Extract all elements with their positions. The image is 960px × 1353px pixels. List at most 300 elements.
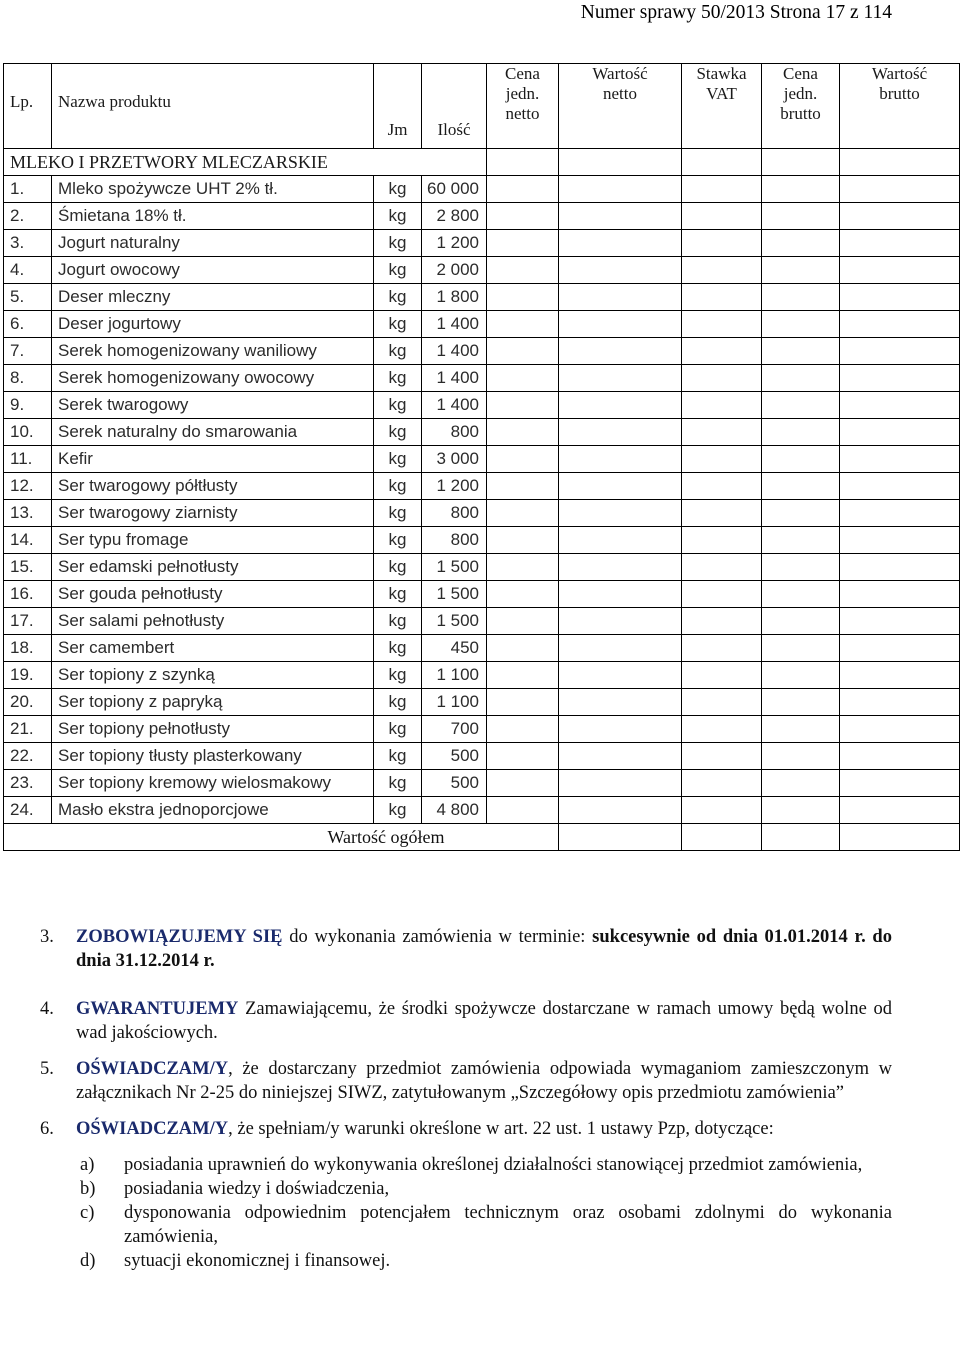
row-number: 17. [4, 608, 52, 635]
quantity: 800 [422, 500, 487, 527]
table-row [4, 635, 960, 662]
unit-price-net-cell [487, 392, 559, 419]
product-name: Ser edamski pełnotłusty [52, 554, 374, 581]
vat-rate-cell [682, 203, 762, 230]
unit: kg [374, 284, 422, 311]
unit-price-net-cell [487, 743, 559, 770]
product-name: Serek twarogowy [52, 392, 374, 419]
unit-price-gross-cell [762, 419, 840, 446]
row-number: 13. [4, 500, 52, 527]
term-number: 4. [40, 999, 54, 1019]
empty-cell [559, 149, 682, 176]
value-gross-cell [840, 284, 960, 311]
unit-price-gross-cell [762, 338, 840, 365]
unit-price-net-cell [487, 365, 559, 392]
vat-rate-cell [682, 770, 762, 797]
unit-price-net-cell [487, 176, 559, 203]
subitem-text: sytuacji ekonomicznej i finansowej. [124, 1251, 391, 1271]
unit-price-net-cell [487, 689, 559, 716]
row-number: 18. [4, 635, 52, 662]
total-row [4, 824, 960, 851]
quantity: 2 800 [422, 203, 487, 230]
product-name: Masło ekstra jednoporcjowe [52, 797, 374, 824]
table-row [4, 257, 960, 284]
product-name: Serek homogenizowany waniliowy [52, 338, 374, 365]
value-net-cell [559, 743, 682, 770]
vat-rate-cell [682, 338, 762, 365]
unit-price-net-cell [487, 500, 559, 527]
vat-rate-cell [682, 257, 762, 284]
vat-rate-cell [682, 689, 762, 716]
unit-price-gross-cell [762, 608, 840, 635]
value-net-cell [559, 473, 682, 500]
unit: kg [374, 311, 422, 338]
header-text: Stawka [696, 64, 747, 83]
value-gross-cell [840, 608, 960, 635]
product-name: Ser typu fromage [52, 527, 374, 554]
table-row [4, 662, 960, 689]
row-number: 2. [4, 203, 52, 230]
header-text: brutto [780, 104, 821, 123]
vat-rate-cell [682, 230, 762, 257]
value-gross-cell [840, 689, 960, 716]
product-name: Ser topiony kremowy wielosmakowy [52, 770, 374, 797]
term-item-4 [40, 997, 892, 1045]
table-row [4, 689, 960, 716]
vat-rate-cell [682, 500, 762, 527]
unit-price-net-cell [487, 635, 559, 662]
product-name: Śmietana 18% tł. [52, 203, 374, 230]
unit: kg [374, 689, 422, 716]
product-name: Serek naturalny do smarowania [52, 419, 374, 446]
term-item-5 [40, 1057, 892, 1105]
vat-rate-cell [682, 662, 762, 689]
value-gross-cell [840, 419, 960, 446]
value-net-cell [559, 419, 682, 446]
product-name: Deser mleczny [52, 284, 374, 311]
row-number: 14. [4, 527, 52, 554]
value-net-cell [559, 716, 682, 743]
unit: kg [374, 716, 422, 743]
vat-rate-cell [682, 608, 762, 635]
value-net-cell [559, 797, 682, 824]
value-gross-cell [840, 662, 960, 689]
row-number: 12. [4, 473, 52, 500]
unit-price-net-cell [487, 716, 559, 743]
header-text: netto [505, 104, 540, 123]
unit-price-gross-cell [762, 446, 840, 473]
unit: kg [374, 527, 422, 554]
table-row [4, 500, 960, 527]
subitem-c [80, 1201, 892, 1249]
term-number: 5. [40, 1059, 54, 1079]
unit: kg [374, 230, 422, 257]
unit-price-net-cell [487, 446, 559, 473]
vat-rate-cell [682, 554, 762, 581]
product-name: Deser jogurtowy [52, 311, 374, 338]
unit-price-net-cell [487, 770, 559, 797]
product-price-table [3, 63, 960, 851]
empty-cell [682, 149, 762, 176]
unit-price-gross-cell [762, 230, 840, 257]
table-row [4, 176, 960, 203]
quantity: 1 400 [422, 365, 487, 392]
header-text: Cena [783, 64, 818, 83]
header-text: netto [603, 84, 637, 103]
value-gross-cell [840, 473, 960, 500]
vat-rate-cell [682, 797, 762, 824]
total-value-gross [840, 824, 960, 851]
value-gross-cell [840, 230, 960, 257]
table-row [4, 473, 960, 500]
vat-rate-cell [682, 392, 762, 419]
term-lead: GWARANTUJEMY [76, 999, 239, 1019]
term-number: 6. [40, 1119, 54, 1139]
value-gross-cell [840, 176, 960, 203]
unit-price-gross-cell [762, 662, 840, 689]
unit-price-gross-cell [762, 365, 840, 392]
header-text: brutto [879, 84, 920, 103]
unit-price-net-cell [487, 608, 559, 635]
vat-rate-cell [682, 473, 762, 500]
value-gross-cell [840, 770, 960, 797]
value-net-cell [559, 527, 682, 554]
unit: kg [374, 392, 422, 419]
value-net-cell [559, 635, 682, 662]
row-number: 19. [4, 662, 52, 689]
section-title-row [4, 149, 960, 176]
total-label: Wartość ogółem [327, 827, 445, 847]
subitem-a [80, 1153, 892, 1177]
unit: kg [374, 581, 422, 608]
unit-price-gross-cell [762, 473, 840, 500]
product-name: Ser topiony pełnotłusty [52, 716, 374, 743]
vat-rate-cell [682, 176, 762, 203]
term-lead: ZOBOWIĄZUJEMY SIĘ [76, 927, 283, 947]
empty-cell [487, 149, 559, 176]
value-gross-cell [840, 554, 960, 581]
quantity: 1 800 [422, 284, 487, 311]
value-gross-cell [840, 581, 960, 608]
unit: kg [374, 257, 422, 284]
value-net-cell [559, 284, 682, 311]
product-name: Ser topiony tłusty plasterkowany [52, 743, 374, 770]
unit-price-gross-cell [762, 257, 840, 284]
product-name: Ser gouda pełnotłusty [52, 581, 374, 608]
quantity: 450 [422, 635, 487, 662]
quantity: 1 400 [422, 392, 487, 419]
header-text: jedn. [783, 84, 818, 103]
product-name: Ser twarogowy półtłusty [52, 473, 374, 500]
table-row [4, 743, 960, 770]
vat-rate-cell [682, 446, 762, 473]
header-lp: Lp. [4, 64, 52, 149]
term-number: 3. [40, 927, 54, 947]
row-number: 20. [4, 689, 52, 716]
quantity: 1 500 [422, 554, 487, 581]
unit-price-gross-cell [762, 527, 840, 554]
header-text: Wartość [592, 64, 648, 83]
row-number: 11. [4, 446, 52, 473]
quantity: 700 [422, 716, 487, 743]
quantity: 60 000 [422, 176, 487, 203]
value-net-cell [559, 446, 682, 473]
value-gross-cell [840, 446, 960, 473]
product-name: Ser twarogowy ziarnisty [52, 500, 374, 527]
unit: kg [374, 203, 422, 230]
value-gross-cell [840, 365, 960, 392]
term-item-6 [40, 1117, 892, 1141]
table-row [4, 203, 960, 230]
value-gross-cell [840, 392, 960, 419]
header-text: VAT [706, 84, 737, 103]
unit-price-gross-cell [762, 176, 840, 203]
table-row [4, 554, 960, 581]
term-lead: OŚWIADCZAM/Y [76, 1119, 229, 1139]
unit-price-gross-cell [762, 500, 840, 527]
unit: kg [374, 554, 422, 581]
quantity: 4 800 [422, 797, 487, 824]
quantity: 500 [422, 743, 487, 770]
vat-rate-cell [682, 581, 762, 608]
term-text: do wykonania zamówienia w terminie: [282, 927, 593, 947]
unit-price-net-cell [487, 527, 559, 554]
subitem-b [80, 1177, 892, 1201]
unit-price-gross-cell [762, 689, 840, 716]
vat-rate-cell [682, 365, 762, 392]
unit-price-net-cell [487, 203, 559, 230]
value-gross-cell [840, 797, 960, 824]
value-gross-cell [840, 716, 960, 743]
subitem-letter: c) [80, 1203, 95, 1223]
case-number-header: Numer sprawy 50/2013 Strona 17 z 114 [580, 2, 892, 23]
row-number: 3. [4, 230, 52, 257]
table-row [4, 392, 960, 419]
quantity: 1 100 [422, 689, 487, 716]
vat-rate-cell [682, 743, 762, 770]
table-row [4, 230, 960, 257]
unit: kg [374, 662, 422, 689]
row-number: 24. [4, 797, 52, 824]
quantity: 1 200 [422, 230, 487, 257]
row-number: 5. [4, 284, 52, 311]
unit: kg [374, 770, 422, 797]
value-net-cell [559, 338, 682, 365]
value-net-cell [559, 311, 682, 338]
unit-price-net-cell [487, 284, 559, 311]
unit: kg [374, 500, 422, 527]
vat-rate-cell [682, 527, 762, 554]
empty-cell [682, 824, 762, 851]
subitem-text: posiadania wiedzy i doświadczenia, [124, 1179, 390, 1199]
unit-price-net-cell [487, 419, 559, 446]
unit-price-gross-cell [762, 716, 840, 743]
empty-cell [762, 149, 840, 176]
product-name: Kefir [52, 446, 374, 473]
value-net-cell [559, 176, 682, 203]
vat-rate-cell [682, 419, 762, 446]
term-text: Zamawiającemu, że środki spożywcze dostarczane w ramach umowy będą wolne od wad jakościowych. [76, 999, 892, 1043]
header-text: Wartość [871, 64, 928, 83]
header-value-gross [840, 64, 960, 149]
product-name: Jogurt owocowy [52, 257, 374, 284]
product-name: Jogurt naturalny [52, 230, 374, 257]
value-net-cell [559, 203, 682, 230]
unit: kg [374, 338, 422, 365]
unit: kg [374, 419, 422, 446]
table-row [4, 797, 960, 824]
product-name: Ser salami pełnotłusty [52, 608, 374, 635]
section-title: MLEKO I PRZETWORY MLECZARSKIE [4, 149, 487, 176]
terms-section [40, 925, 892, 1273]
unit: kg [374, 446, 422, 473]
value-net-cell [559, 770, 682, 797]
term-text: , że dostarczany przedmiot zamówienia odpowiada wymaganiom zamieszczonym w załącznikach Nr 2-25 do niniejszej SIWZ, zatytułowanym „Szczegółowy opis przedmiotu zamówienia” [76, 1059, 892, 1103]
term-deadline: sukcesywnie od dnia 01.01.2014 r. do dnia 31.12.2014 r. [76, 927, 892, 971]
value-net-cell [559, 230, 682, 257]
row-number: 6. [4, 311, 52, 338]
row-number: 21. [4, 716, 52, 743]
quantity: 800 [422, 419, 487, 446]
total-value-net [559, 824, 682, 851]
subitem-d [80, 1249, 892, 1273]
term-text: , że spełniam/y warunki określone w art. 22 ust. 1 ustawy Pzp, dotyczące: [228, 1119, 774, 1139]
unit-price-gross-cell [762, 203, 840, 230]
row-number: 7. [4, 338, 52, 365]
unit: kg [374, 743, 422, 770]
value-gross-cell [840, 338, 960, 365]
term-lead: OŚWIADCZAM/Y [76, 1059, 229, 1079]
value-net-cell [559, 365, 682, 392]
value-gross-cell [840, 500, 960, 527]
term-item-3 [40, 925, 892, 973]
header-text: Cena [505, 64, 540, 83]
unit-price-net-cell [487, 581, 559, 608]
row-number: 16. [4, 581, 52, 608]
table-row [4, 770, 960, 797]
table-row [4, 446, 960, 473]
header-unit-price-gross [762, 64, 840, 149]
value-gross-cell [840, 635, 960, 662]
quantity: 1 100 [422, 662, 487, 689]
product-name: Ser topiony z szynką [52, 662, 374, 689]
value-net-cell [559, 257, 682, 284]
table-row [4, 527, 960, 554]
subitem-text: dysponowania odpowiednim potencjałem technicznym oraz osobami zdolnymi do wykonania zamówienia, [124, 1203, 892, 1247]
quantity: 1 500 [422, 608, 487, 635]
product-name: Serek homogenizowany owocowy [52, 365, 374, 392]
subitem-letter: d) [80, 1251, 96, 1271]
quantity: 2 000 [422, 257, 487, 284]
quantity: 3 000 [422, 446, 487, 473]
unit-price-gross-cell [762, 770, 840, 797]
unit: kg [374, 176, 422, 203]
quantity: 1 500 [422, 581, 487, 608]
unit-price-gross-cell [762, 554, 840, 581]
header-text: jedn. [505, 84, 540, 103]
row-number: 15. [4, 554, 52, 581]
quantity: 1 400 [422, 338, 487, 365]
empty-cell [840, 149, 960, 176]
value-net-cell [559, 554, 682, 581]
unit-price-gross-cell [762, 635, 840, 662]
unit-price-gross-cell [762, 743, 840, 770]
table-row [4, 716, 960, 743]
table-row [4, 608, 960, 635]
header-product-name: Nazwa produktu [52, 64, 374, 149]
row-number: 22. [4, 743, 52, 770]
row-number: 9. [4, 392, 52, 419]
table-row [4, 581, 960, 608]
unit-price-net-cell [487, 662, 559, 689]
value-gross-cell [840, 257, 960, 284]
unit: kg [374, 473, 422, 500]
row-number: 10. [4, 419, 52, 446]
row-number: 23. [4, 770, 52, 797]
unit-price-net-cell [487, 797, 559, 824]
value-net-cell [559, 608, 682, 635]
value-gross-cell [840, 203, 960, 230]
header-value-net [559, 64, 682, 149]
unit-price-net-cell [487, 554, 559, 581]
table-header-row [4, 64, 960, 149]
value-net-cell [559, 392, 682, 419]
table-row [4, 365, 960, 392]
subitem-letter: a) [80, 1155, 95, 1175]
unit-price-net-cell [487, 311, 559, 338]
unit: kg [374, 797, 422, 824]
value-gross-cell [840, 743, 960, 770]
vat-rate-cell [682, 635, 762, 662]
value-net-cell [559, 500, 682, 527]
empty-cell [762, 824, 840, 851]
row-number: 4. [4, 257, 52, 284]
header-quantity: Ilość [422, 64, 487, 149]
value-gross-cell [840, 527, 960, 554]
value-gross-cell [840, 311, 960, 338]
header-vat-rate [682, 64, 762, 149]
unit-price-gross-cell [762, 797, 840, 824]
table-row [4, 311, 960, 338]
total-label-cell [4, 824, 559, 851]
unit-price-net-cell [487, 473, 559, 500]
unit-price-net-cell [487, 338, 559, 365]
product-name: Mleko spożywcze UHT 2% tł. [52, 176, 374, 203]
unit: kg [374, 365, 422, 392]
quantity: 500 [422, 770, 487, 797]
subitem-letter: b) [80, 1179, 96, 1199]
unit: kg [374, 635, 422, 662]
header-unit: Jm [374, 64, 422, 149]
term-subitems [40, 1153, 892, 1273]
subitem-text: posiadania uprawnień do wykonywania określonej działalności stanowiącej przedmiot zamówienia, [124, 1155, 863, 1175]
quantity: 1 200 [422, 473, 487, 500]
header-unit-price-net [487, 64, 559, 149]
product-name: Ser topiony z papryką [52, 689, 374, 716]
value-net-cell [559, 581, 682, 608]
unit-price-net-cell [487, 257, 559, 284]
value-net-cell [559, 689, 682, 716]
vat-rate-cell [682, 311, 762, 338]
unit: kg [374, 608, 422, 635]
unit-price-gross-cell [762, 392, 840, 419]
vat-rate-cell [682, 284, 762, 311]
unit-price-gross-cell [762, 284, 840, 311]
unit-price-net-cell [487, 230, 559, 257]
table-row [4, 284, 960, 311]
quantity: 1 400 [422, 311, 487, 338]
quantity: 800 [422, 527, 487, 554]
